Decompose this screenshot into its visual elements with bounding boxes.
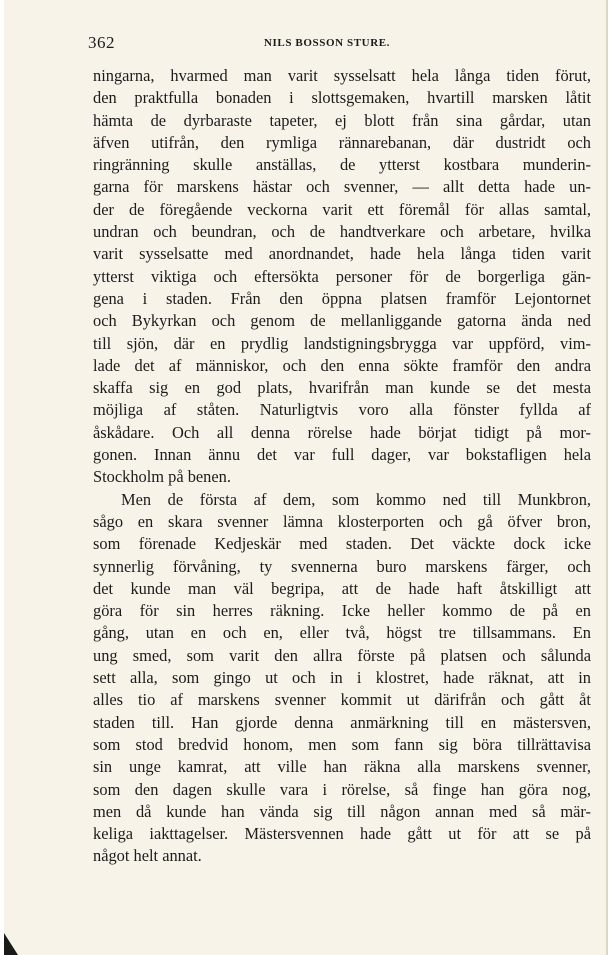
- text-line: något helt annat.: [93, 846, 202, 866]
- text-line: som den dagen skulle vara i rörelse, så finge han göra nog,: [93, 779, 591, 799]
- text-line: der de föregående veckorna varit ett föremål för allas samtal,: [93, 199, 591, 219]
- running-head: NILS BOSSON STURE.: [264, 37, 391, 49]
- text-line: åskådare. Och all denna rörelse hade börjat tidigt på mor-: [93, 422, 591, 442]
- page-number: 362: [88, 33, 115, 52]
- body-text: [93, 65, 591, 868]
- text-line: hämta de dyrbaraste tapeter, ej blott från sina gårdar, utan: [93, 110, 591, 130]
- text-line: lade det af människor, och den enna sökte framför den andra: [93, 355, 591, 375]
- text-line: skaffa sig en god plats, hvarifrån man kunde se det mesta: [93, 378, 591, 398]
- text-line: garna för marskens hästar och svenner, — allt detta hade un-: [93, 177, 591, 197]
- text-line: äfven utifrån, den rymliga rännarebanan, där dustridt och: [93, 132, 591, 152]
- text-line: keliga iakttagelser. Mästersvennen hade gått ut för att se på: [93, 824, 591, 844]
- paragraph-container: [93, 65, 591, 868]
- text-line: sin unge kamrat, att ville han räkna alla marskens svenner,: [93, 757, 591, 777]
- text-line: till sjön, där en prydlig landstigningsbrygga var uppförd, vim-: [93, 333, 591, 353]
- text-line: det kunde man väl begripa, att de hade haft åtskilligt att: [93, 578, 591, 598]
- text-line: undran och beundran, och de handtverkare och arbetare, hvilka: [93, 222, 591, 242]
- text-line: alles tio af marskens svenner kommit ut därifrån och gått åt: [93, 690, 591, 710]
- text-line: ningarna, hvarmed man varit sysselsatt hela långa tiden förut,: [93, 66, 591, 85]
- paragraph: [93, 65, 591, 489]
- text-line: gonen. Innan ännu det var full dager, var bokstafligen hela: [93, 445, 591, 465]
- paragraph: [93, 489, 591, 868]
- text-line: göra för sin herres räkning. Icke heller kommo de på en: [93, 601, 591, 621]
- text-line: synnerlig förvåning, ty svennerna buro marskens färger, och: [93, 556, 591, 576]
- text-line: ytterst viktiga och eftersökta personer för de borgerliga gän-: [93, 266, 591, 286]
- text-line: som förenade Kedjeskär med staden. Det väckte dock icke: [93, 534, 591, 554]
- text-line: gång, utan en och en, eller två, högst tre tillsammans. En: [93, 623, 591, 643]
- text-line: Men de första af dem, som kommo ned till Munkbron,: [121, 489, 591, 509]
- text-line: staden till. Han gjorde denna anmärkning till en mästersven,: [93, 712, 591, 732]
- text-line: sågo en skara svenner lämna klosterporten och gå öfver bron,: [93, 511, 591, 531]
- text-line: ung smed, som varit den allra förste på platsen och sålunda: [93, 645, 591, 665]
- text-line: som stod bredvid honom, men som fann sig böra tillrättavisa: [93, 734, 591, 754]
- page-header: [88, 33, 588, 55]
- text-line: sett alla, som gingo ut och in i klostret, hade räknat, att in: [93, 668, 591, 688]
- text-line: möjliga af ståten. Naturligtvis voro alla fönster fyllda af: [93, 400, 591, 420]
- text-line: den praktfulla bonaden i slottsgemaken, hvartill marsken låtit: [93, 88, 591, 108]
- text-line: ringränning skulle anställas, de ytterst kostbara munderin-: [93, 155, 591, 175]
- page-corner-shadow: [4, 933, 18, 955]
- text-line: men då kunde han vända sig till någon annan med så mär-: [93, 801, 591, 821]
- text-line: varit sysselsatte med anordnandet, hade hela långa tiden varit: [93, 244, 591, 264]
- text-line: Stockholm på benen.: [93, 467, 231, 487]
- text-line: och Bykyrkan och genom de mellanliggande gatorna ända ned: [93, 311, 591, 331]
- book-page: [4, 0, 608, 955]
- text-line: gena i staden. Från den öppna platsen framför Lejontornet: [93, 288, 591, 308]
